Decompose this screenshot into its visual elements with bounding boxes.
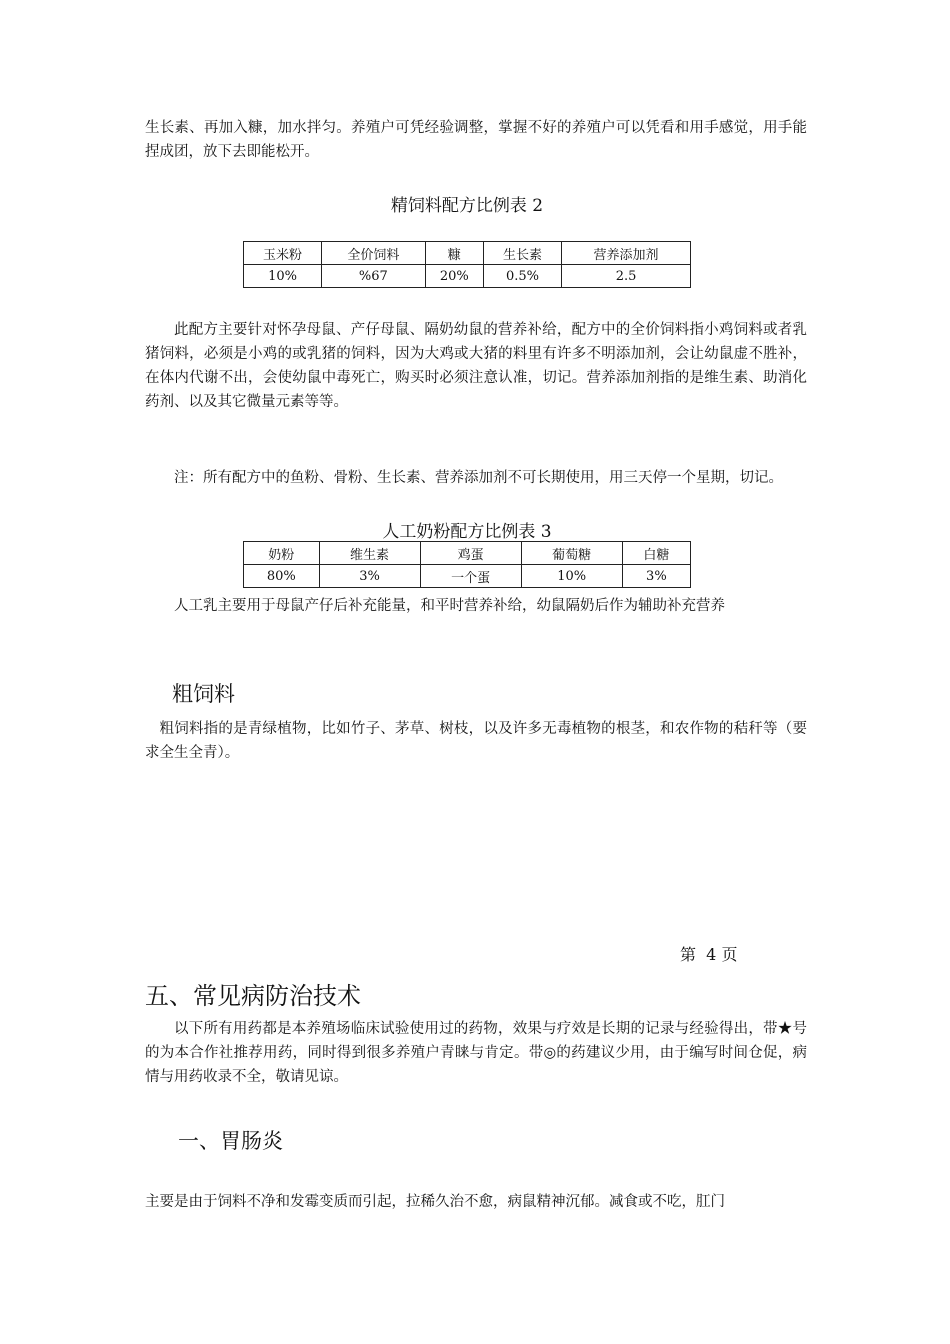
table-cell: 20% xyxy=(425,265,483,288)
table-cell: 80% xyxy=(244,565,320,588)
paragraph-artificial-milk: 人工乳主要用于母鼠产仔后补充能量，和平时营养补给，幼鼠隔奶后作为辅助补充营养 xyxy=(174,598,725,614)
paragraph-gastroenteritis: 主要是由于饲料不净和发霉变质而引起，拉稀久治不愈，病鼠精神沉郁。减食或不吃，肛门 xyxy=(145,1194,725,1210)
table-row xyxy=(244,565,691,588)
heading-section-5: 五、常见病防治技术 xyxy=(145,982,361,1010)
table-header-row xyxy=(244,542,691,565)
table-cell: %67 xyxy=(322,265,425,288)
table-header-row xyxy=(244,242,691,265)
heading-coarse-feed: 粗饲料 xyxy=(172,682,235,706)
table-cell: 3% xyxy=(319,565,420,588)
table-cell: 0.5% xyxy=(483,265,561,288)
concentrate-formula-table xyxy=(243,241,691,288)
table-cell: 2.5 xyxy=(562,265,691,288)
paragraph-coarse-feed: 粗饲料指的是青绿植物，比如竹子、茅草、树枝，以及许多无毒植物的根茎，和农作物的秸秆等（要求全生全青）。 xyxy=(145,721,807,761)
heading-gastroenteritis: 一、胃肠炎 xyxy=(178,1129,283,1153)
table-row xyxy=(244,265,691,288)
paragraph-formula-note: 此配方主要针对怀孕母鼠、产仔母鼠、隔奶幼鼠的营养补给，配方中的全价饲料指小鸡饲料或者乳猪饲料，必须是小鸡的或乳猪的饲料，因为大鸡或大猪的料里有许多不明添加剂，会让幼鼠虚不胜补，在体内代谢不出，会使幼鼠中毒死亡，购买时必须注意认准，切记。营养添加剂指的是维生素、助消化药剂、以及其它微量元素等等。 xyxy=(145,322,807,410)
table2-caption: 精饲料配方比例表 2 xyxy=(390,196,544,216)
table-header-cell: 全价饲料 xyxy=(322,242,425,265)
table3-caption: 人工奶粉配方比例表 3 xyxy=(382,522,552,542)
table-cell: 10% xyxy=(521,565,622,588)
paragraph-caution-note: 注：所有配方中的鱼粉、骨粉、生长素、营养添加剂不可长期使用，用三天停一个星期，切记。 xyxy=(174,470,783,486)
table-header-cell: 葡萄糖 xyxy=(521,542,622,565)
page-number: 第 4 页 xyxy=(680,945,738,964)
table-header-cell: 玉米粉 xyxy=(244,242,322,265)
table-cell: 10% xyxy=(244,265,322,288)
table-header-cell: 奶粉 xyxy=(244,542,320,565)
table-header-cell: 生长素 xyxy=(483,242,561,265)
paragraph-feed-mixing: 生长素、再加入糠，加水拌匀。养殖户可凭经验调整，掌握不好的养殖户可以凭看和用手感觉，用手能捏成团，放下去即能松开。 xyxy=(145,120,807,160)
table-cell: 3% xyxy=(622,565,690,588)
paragraph-medication-intro: 以下所有用药都是本养殖场临床试验使用过的药物，效果与疗效是长期的记录与经验得出，带★号的为本合作社推荐用药，同时得到很多养殖户青睐与肯定。带◎的药建议少用，由于编写时间仓促，病情与用药收录不全，敬请见谅。 xyxy=(145,1021,807,1085)
table-header-cell: 鸡蛋 xyxy=(420,542,521,565)
table-header-cell: 营养添加剂 xyxy=(562,242,691,265)
table-cell: 一个蛋 xyxy=(420,565,521,588)
milk-formula-table xyxy=(243,541,691,588)
table-header-cell: 维生素 xyxy=(319,542,420,565)
table-header-cell: 糠 xyxy=(425,242,483,265)
table-header-cell: 白糖 xyxy=(622,542,690,565)
